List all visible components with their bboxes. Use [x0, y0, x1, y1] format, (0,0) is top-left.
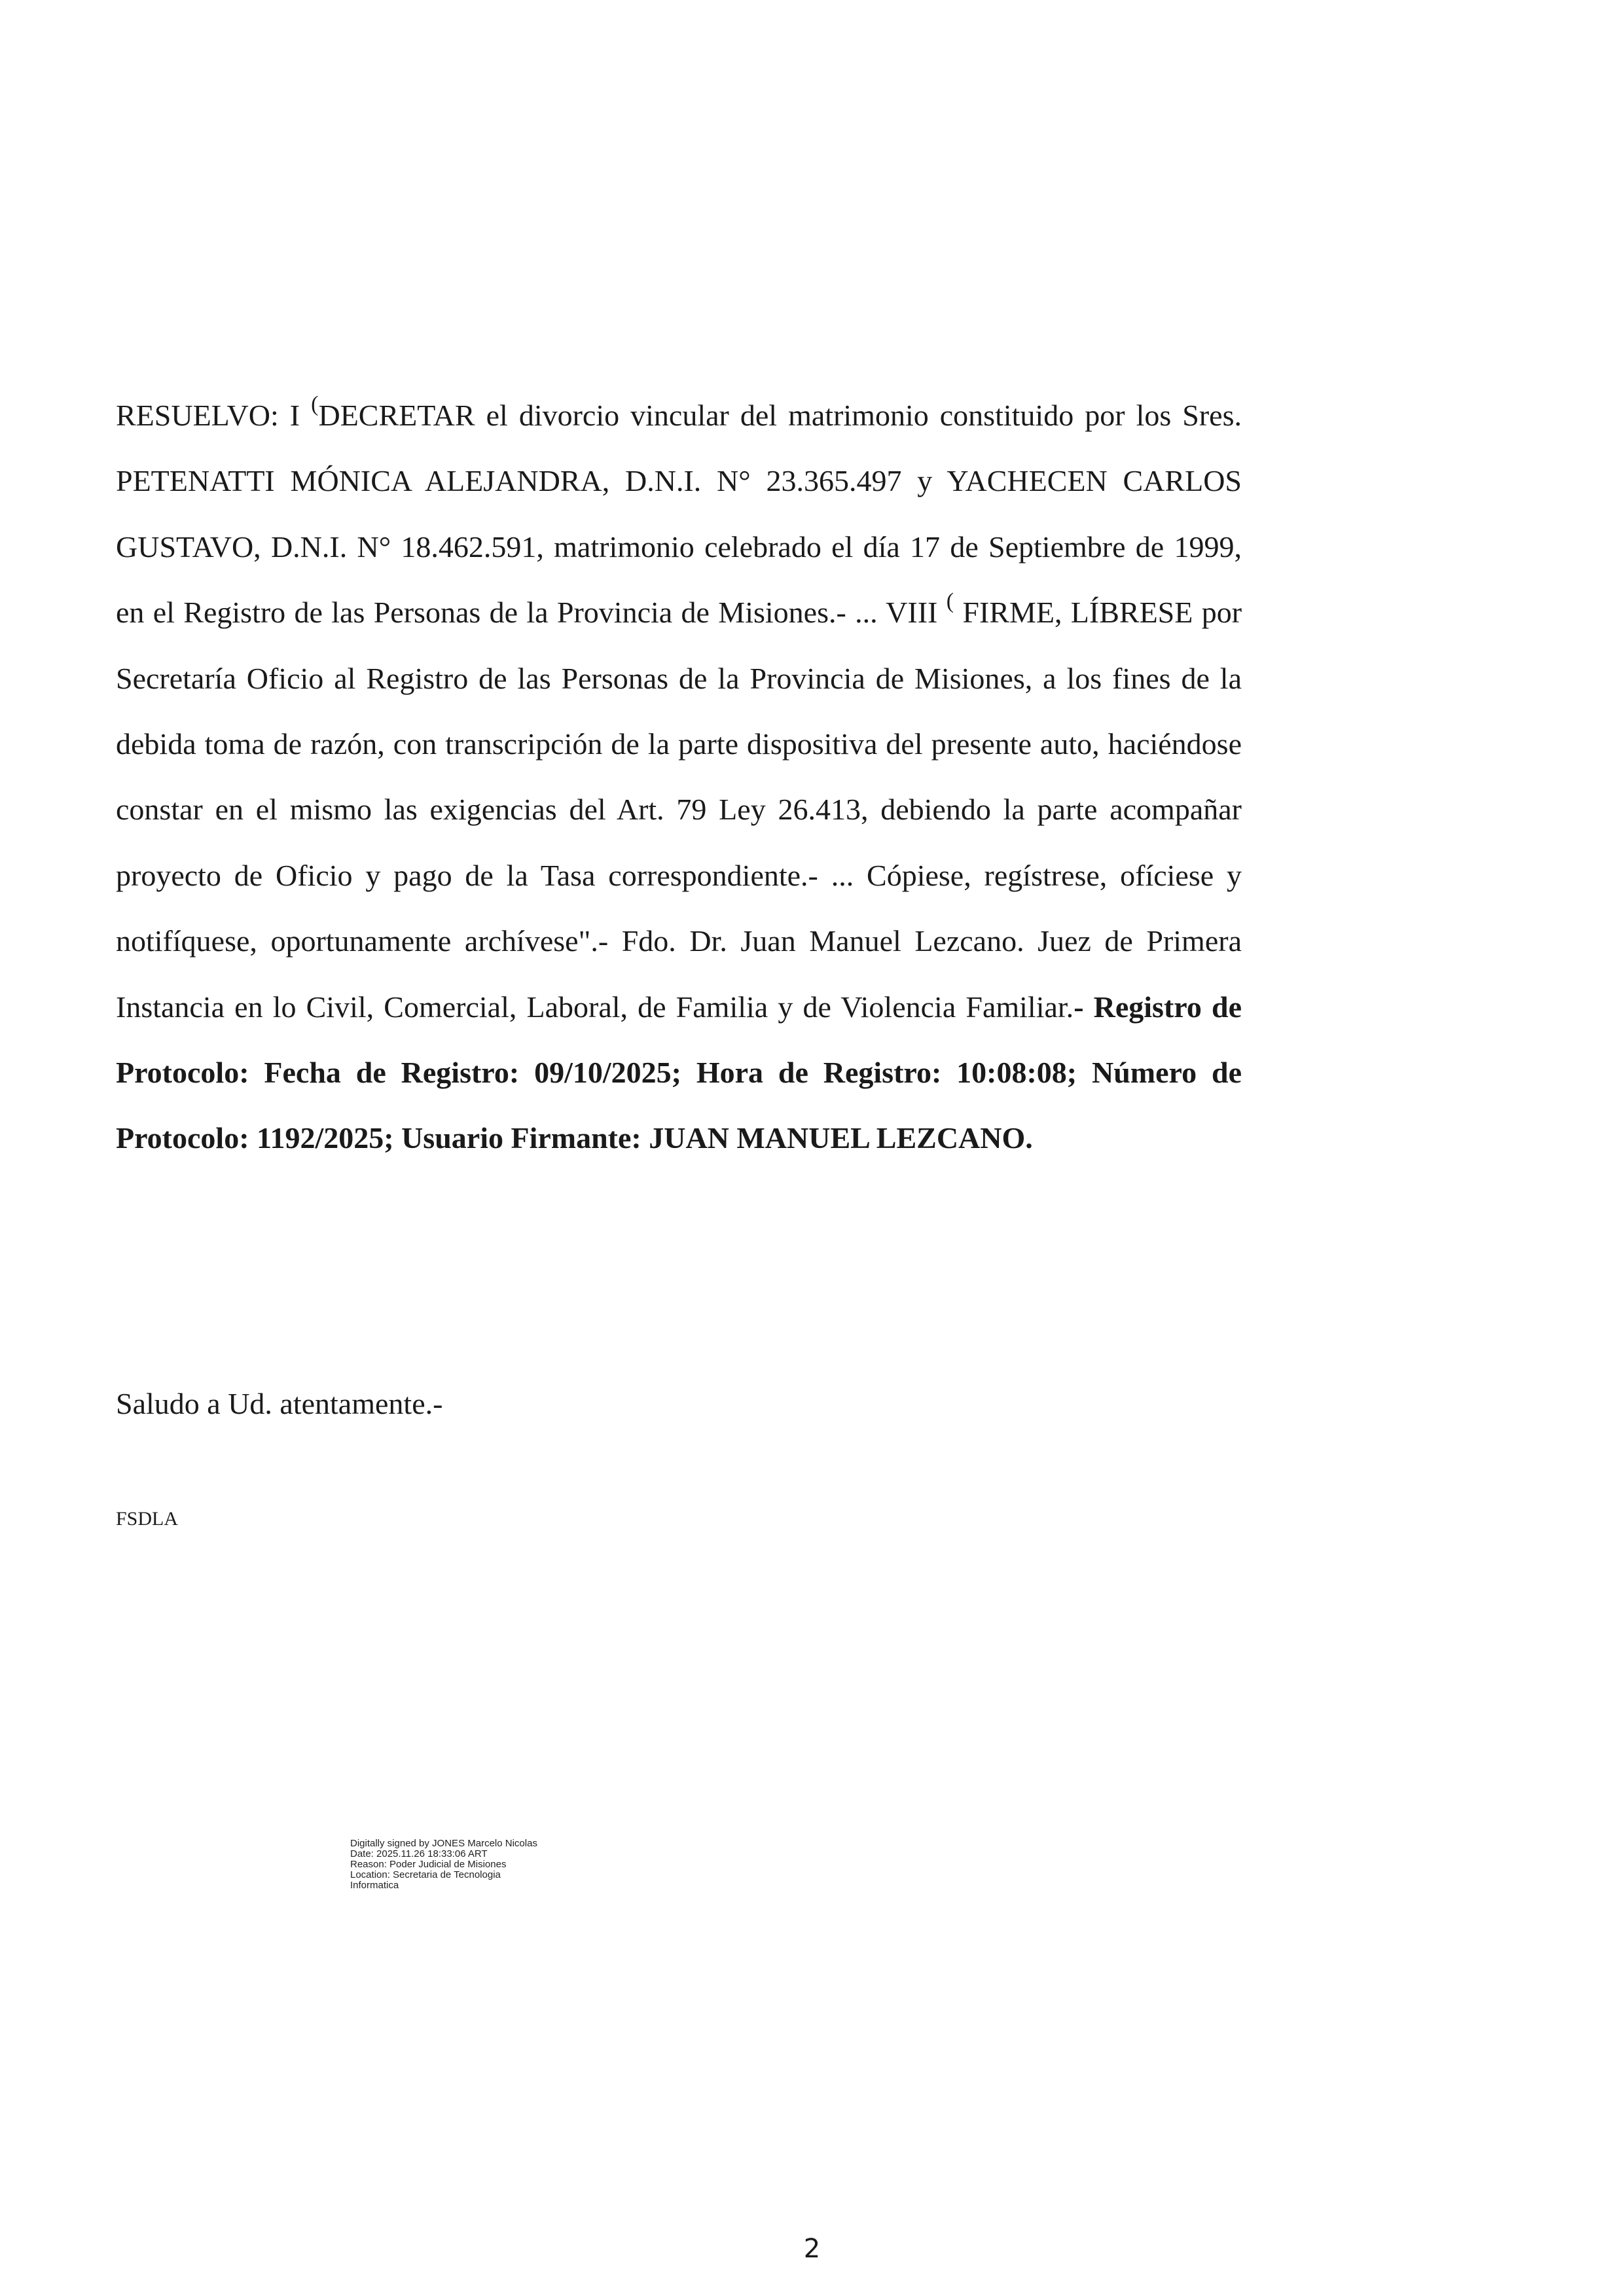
resolution-text-start: RESUELVO: I [116, 399, 312, 432]
resolution-text-decree: DECRETAR el divorcio vincular del matrimonio constituido por los Sres. PETENATTI MÓNICA ALEJANDRA, D.N.I. N° 23.365.497 y YACHECEN CARLOS GUSTAVO, D.N.I. N° 18.462.591, matrimonio celebrado el día 17 de Septiembre de 1999, en el Registro de las Personas de la Provincia de Misiones.- ... VIII [116, 399, 1242, 630]
signature-date: Date: 2025.11.26 18:33:06 ART [350, 1848, 488, 1859]
signature-signer: Digitally signed by JONES Marcelo Nicolas [350, 1838, 537, 1849]
resolution-item-marker: ( [311, 392, 319, 416]
digital-signature-block [350, 1839, 586, 1891]
resolution-paragraph [116, 383, 1242, 1172]
signature-reason: Reason: Poder Judicial de Misiones [350, 1859, 507, 1870]
signature-location: Location: Secretaria de Tecnologia [350, 1869, 501, 1880]
protocol-registry-text: - Registro de Protocolo: Fecha de Registro: 09/10/2025; Hora de Registro: 10:08:08; Número de Protocolo: 1192/2025; Usuario Firmante: JUAN MANUEL LEZCANO. [116, 990, 1242, 1155]
signature-location-cont: Informatica [350, 1880, 399, 1891]
resolution-text-order: FIRME, LÍBRESE por Secretaría Oficio al Registro de las Personas de la Provincia de Misiones, a los fines de la debida toma de razón, con transcripción de la parte dispositiva del presente auto, haciéndose constar en el mismo las exigencias del Art. 79 Ley 26.413, debiendo la parte acompañar proyecto de Oficio y pago de la Tasa correspondiente.- ... Cópiese, regístrese, ofíciese y notifíquese, oportunamente archívese".- Fdo. Dr. Juan Manuel Lezcano. Juez de Primera Instancia en lo Civil, Comercial, Laboral, de Familia y de Violencia Familiar. [116, 596, 1242, 1024]
closing-greeting: Saludo a Ud. atentamente.- [116, 1387, 443, 1420]
author-initials: FSDLA [116, 1508, 179, 1530]
page-number: 2 [803, 2234, 821, 2264]
resolution-item-marker: ( [946, 589, 954, 614]
